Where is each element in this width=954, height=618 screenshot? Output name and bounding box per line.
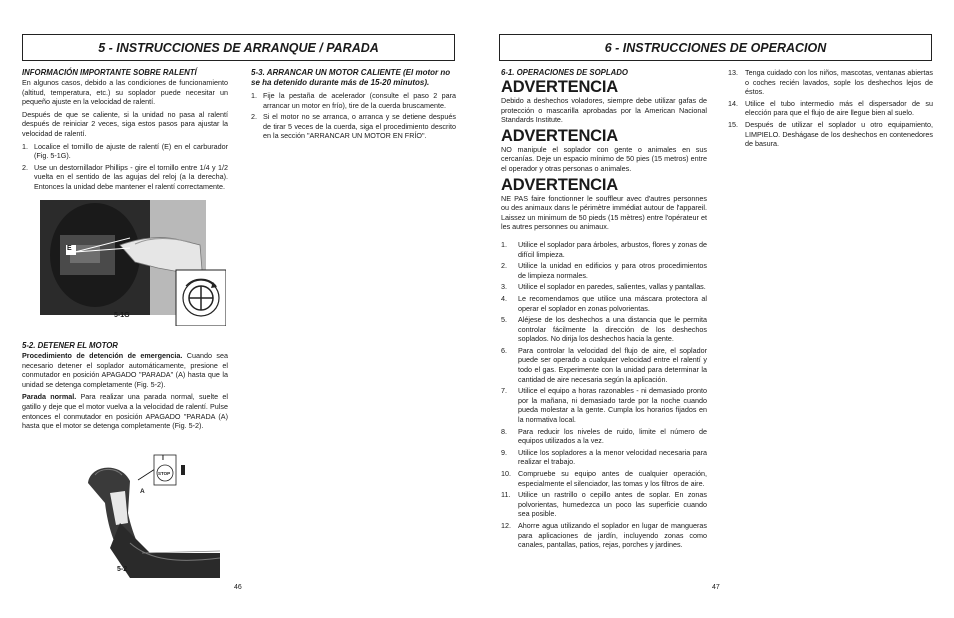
list-item <box>728 120 933 149</box>
list-item <box>501 490 707 519</box>
list-item <box>251 112 456 141</box>
right-column-1 <box>501 68 707 552</box>
warning-title-1: ADVERTENCIA <box>501 78 618 96</box>
warm-start-steps-list <box>251 91 456 141</box>
item-text: Tenga cuidado con los niños, mascotas, ventanas abiertas o coches recién lavados, sople los deshechos lejos de éstos. <box>745 68 933 97</box>
item-number: 2. <box>22 162 28 172</box>
item-number: 3. <box>501 282 507 292</box>
warning-title-3: ADVERTENCIA <box>501 175 618 194</box>
item-text: Fije la pestaña de acelerador (consulte el paso 2 para arrancar un motor en frío), tire de la cuerda bruscamente. <box>263 91 456 110</box>
emergency-stop-text: Cuando sea necesario detener el soplador automáticamente, presione el conmutador en posición APAGADO "PARADA" (A) hasta que la unidad se detenga completamente (Fig. 5-2). <box>22 351 228 389</box>
list-item <box>501 294 707 313</box>
item-number: 6. <box>501 345 507 355</box>
item-number: 13. <box>728 68 738 77</box>
normal-stop-label: Parada normal. <box>22 392 77 402</box>
item-number: 4. <box>501 293 507 303</box>
left-column-1 <box>22 68 228 194</box>
item-number: 15. <box>728 119 738 129</box>
item-text: Utilice los sopladores a la menor velocidad necesaria para realizar el trabajo. <box>518 447 707 467</box>
left-column-2 <box>251 68 456 143</box>
item-text: Si el motor no se arranca, o arranca y se detiene después de tirar 5 veces de la cuerda, siga el procedimiento descrito en la sección "ARRANCAR UN MOTOR EN FRÍO". <box>263 112 456 141</box>
figure-5-2 <box>80 453 220 578</box>
page-number-right: 47 <box>712 584 720 591</box>
idle-steps-list <box>22 142 228 192</box>
list-item <box>501 386 707 424</box>
idle-paragraph-2: Después de que se caliente, si la unidad no pasa al ralentí después de reiniciar 2 veces, siga estos pasos para ajustar la velocidad de ralentí. <box>22 109 228 138</box>
list-item <box>501 315 707 344</box>
item-text: Ahorre agua utilizando el soplador en lugar de mangueras para aplicaciones de jardín, incluyendo zonas como canales, pantallas, patios, rejas, porches y jardines. <box>518 520 707 550</box>
operations-heading: 6-1. OPERACIONES DE SOPLADO <box>501 68 628 77</box>
item-text: Utilice el equipo a horas razonables - ni demasiado pronto por la mañana, ni demasiado tarde por la noche cuando pueda molestar a la gente. Cumpla los horarios fijados en la normativa local. <box>518 386 707 425</box>
list-item <box>501 240 707 259</box>
warning-text-2: NO manipule el soplador con gente o animales en sus cercanías. Deje un espacio mínimo de 50 pies (15 metros) entre el operador y otras personas o animales. <box>501 144 707 173</box>
figure-marker-a: A <box>140 488 145 495</box>
item-text: Utilice el soplador en paredes, salientes, vallas y pantallas. <box>518 282 706 292</box>
item-text: Compruebe su equipo antes de cualquier operación, especialmente el silenciador, las tomas y los filtros de aire. <box>518 469 707 488</box>
figure-caption-5-1g: 5-1G <box>114 312 130 319</box>
item-number: 11. <box>501 490 511 500</box>
item-number: 5. <box>501 315 507 325</box>
list-item <box>728 68 933 97</box>
right-column-2 <box>728 68 933 151</box>
section-header-left: 5 - INSTRUCCIONES DE ARRANQUE / PARADA <box>22 34 455 61</box>
page-number-left: 46 <box>234 584 242 591</box>
item-number: 2. <box>251 112 257 122</box>
item-number: 1. <box>22 141 28 151</box>
warning-title-2: ADVERTENCIA <box>501 126 618 145</box>
switch-on-mark: I <box>162 455 164 462</box>
item-text: Para controlar la velocidad del flujo de aire, el soplador puede ser operado a cualquier velocidad entre el ralentí y todo el gas. Experimente con la unidad para determinar la cantidad de aire necesaria según la aplicación. <box>518 345 707 384</box>
item-text: Utilice el tubo intermedio más el dispersador de su elección para que el flujo de aire llegue bien al suelo. <box>745 98 933 118</box>
operations-list-b <box>728 68 933 149</box>
item-number: 1. <box>501 239 507 249</box>
stop-heading: 5-2. DETENER EL MOTOR <box>22 341 118 350</box>
item-number: 9. <box>501 447 507 457</box>
item-number: 12. <box>501 520 511 530</box>
item-text: Utilice un rastrillo o cepillo antes de soplar. En zonas polvorientas, humedezca un poco las superficie cuando sea posible. <box>518 490 707 519</box>
stop-engine-section <box>22 341 228 434</box>
list-item <box>728 99 933 118</box>
switch-stop-mark: STOP <box>158 471 171 476</box>
item-text: Aléjese de los deshechos a una distancia que le permita controlar fácilmente la dirección de los deshechos soplados. No dirija los deshechos hacia la gente. <box>518 315 707 344</box>
item-number: 10. <box>501 469 511 478</box>
figure-caption-5-2: 5-2 <box>117 566 128 573</box>
idle-paragraph-1: En algunos casos, debido a las condiciones de funcionamiento (altitud, temperatura, etc.) su soplador puede necesitar un pequeño ajuste en la velocidad de ralentí. <box>22 78 228 107</box>
normal-stop-text: Para realizar una parada normal, suelte el gatillo y deje que el motor vuelva a la velocidad de ralentí. Pulse entonces el conmutador en posición APAGADO "PARADA (A) hasta que el motor se detenga completamente (Fig. 5-2). <box>22 392 228 431</box>
list-item <box>501 521 707 550</box>
item-text: Localice el tornillo de ajuste de ralentí (E) en el carburador (Fig. 5-1G). <box>34 141 228 161</box>
item-text: Para reducir los niveles de ruido, limite el número de equipos utilizados a la vez. <box>518 426 707 446</box>
warm-start-heading: 5-3. ARRANCAR UN MOTOR CALIENTE (El motor no se ha detenido durante más de 15-20 minutos). <box>251 68 451 87</box>
item-number: 2. <box>501 261 507 271</box>
handle-illustration <box>80 453 220 578</box>
idle-heading: INFORMACIÓN IMPORTANTE SOBRE RALENTÍ <box>22 68 197 77</box>
item-text: Utilice el soplador para árboles, arbustos, flores y zonas de difícil limpieza. <box>518 239 707 259</box>
list-item <box>501 346 707 384</box>
warning-text-3: NE PAS faire fonctionner le souffleur avec d'autres personnes ou des animaux dans le périmètre immédiat autour de l'appareil. Laissez un minimum de 50 pieds (15 mètres) entre l'opérateur et les autres personnes ou animaux. <box>501 193 707 232</box>
page-right <box>477 0 954 618</box>
item-number: 1. <box>251 91 257 100</box>
list-item <box>501 261 707 280</box>
item-number: 14. <box>728 98 738 108</box>
list-item <box>22 163 228 192</box>
item-text: Le recomendamos que utilice una máscara protectora al operar el soplador en zonas polvorientas. <box>518 293 707 313</box>
item-text: Después de utilizar el soplador u otro equipamiento, LIMPIELO. Deshágase de los deshechos en contenedores de basura. <box>745 119 933 149</box>
figure-marker-e: E <box>67 245 72 252</box>
list-item <box>22 142 228 161</box>
warning-text-1: Debido a deshechos voladores, siempre debe utilizar gafas de protección o mascarilla aprobadas por la American Nacional Standards Institute. <box>501 96 707 125</box>
item-text: Utilice la unidad en edificios y para otros procedimientos de limpieza normales. <box>518 261 707 280</box>
stop-paragraph-2 <box>22 392 228 430</box>
emergency-stop-label: Procedimiento de detención de emergencia. <box>22 351 183 360</box>
item-number: 8. <box>501 426 507 436</box>
list-item <box>501 282 707 292</box>
section-header-right: 6 - INSTRUCCIONES DE OPERACION <box>499 34 932 61</box>
figure-5-1g <box>40 200 226 326</box>
list-item <box>501 427 707 446</box>
list-item <box>501 469 707 488</box>
list-item <box>251 91 456 110</box>
operations-list-a <box>501 240 707 550</box>
stop-paragraph-1 <box>22 351 228 389</box>
item-number: 7. <box>501 386 507 396</box>
item-text: Use un destornillador Phillips - gire el tornillo entre 1/4 y 1/2 vuelta en el sentido de las agujas del reloj (a la derecha). Entonces la unidad debe mantener el ralentí correctamente. <box>34 162 228 191</box>
carburator-photo <box>40 200 226 326</box>
list-item <box>501 448 707 467</box>
